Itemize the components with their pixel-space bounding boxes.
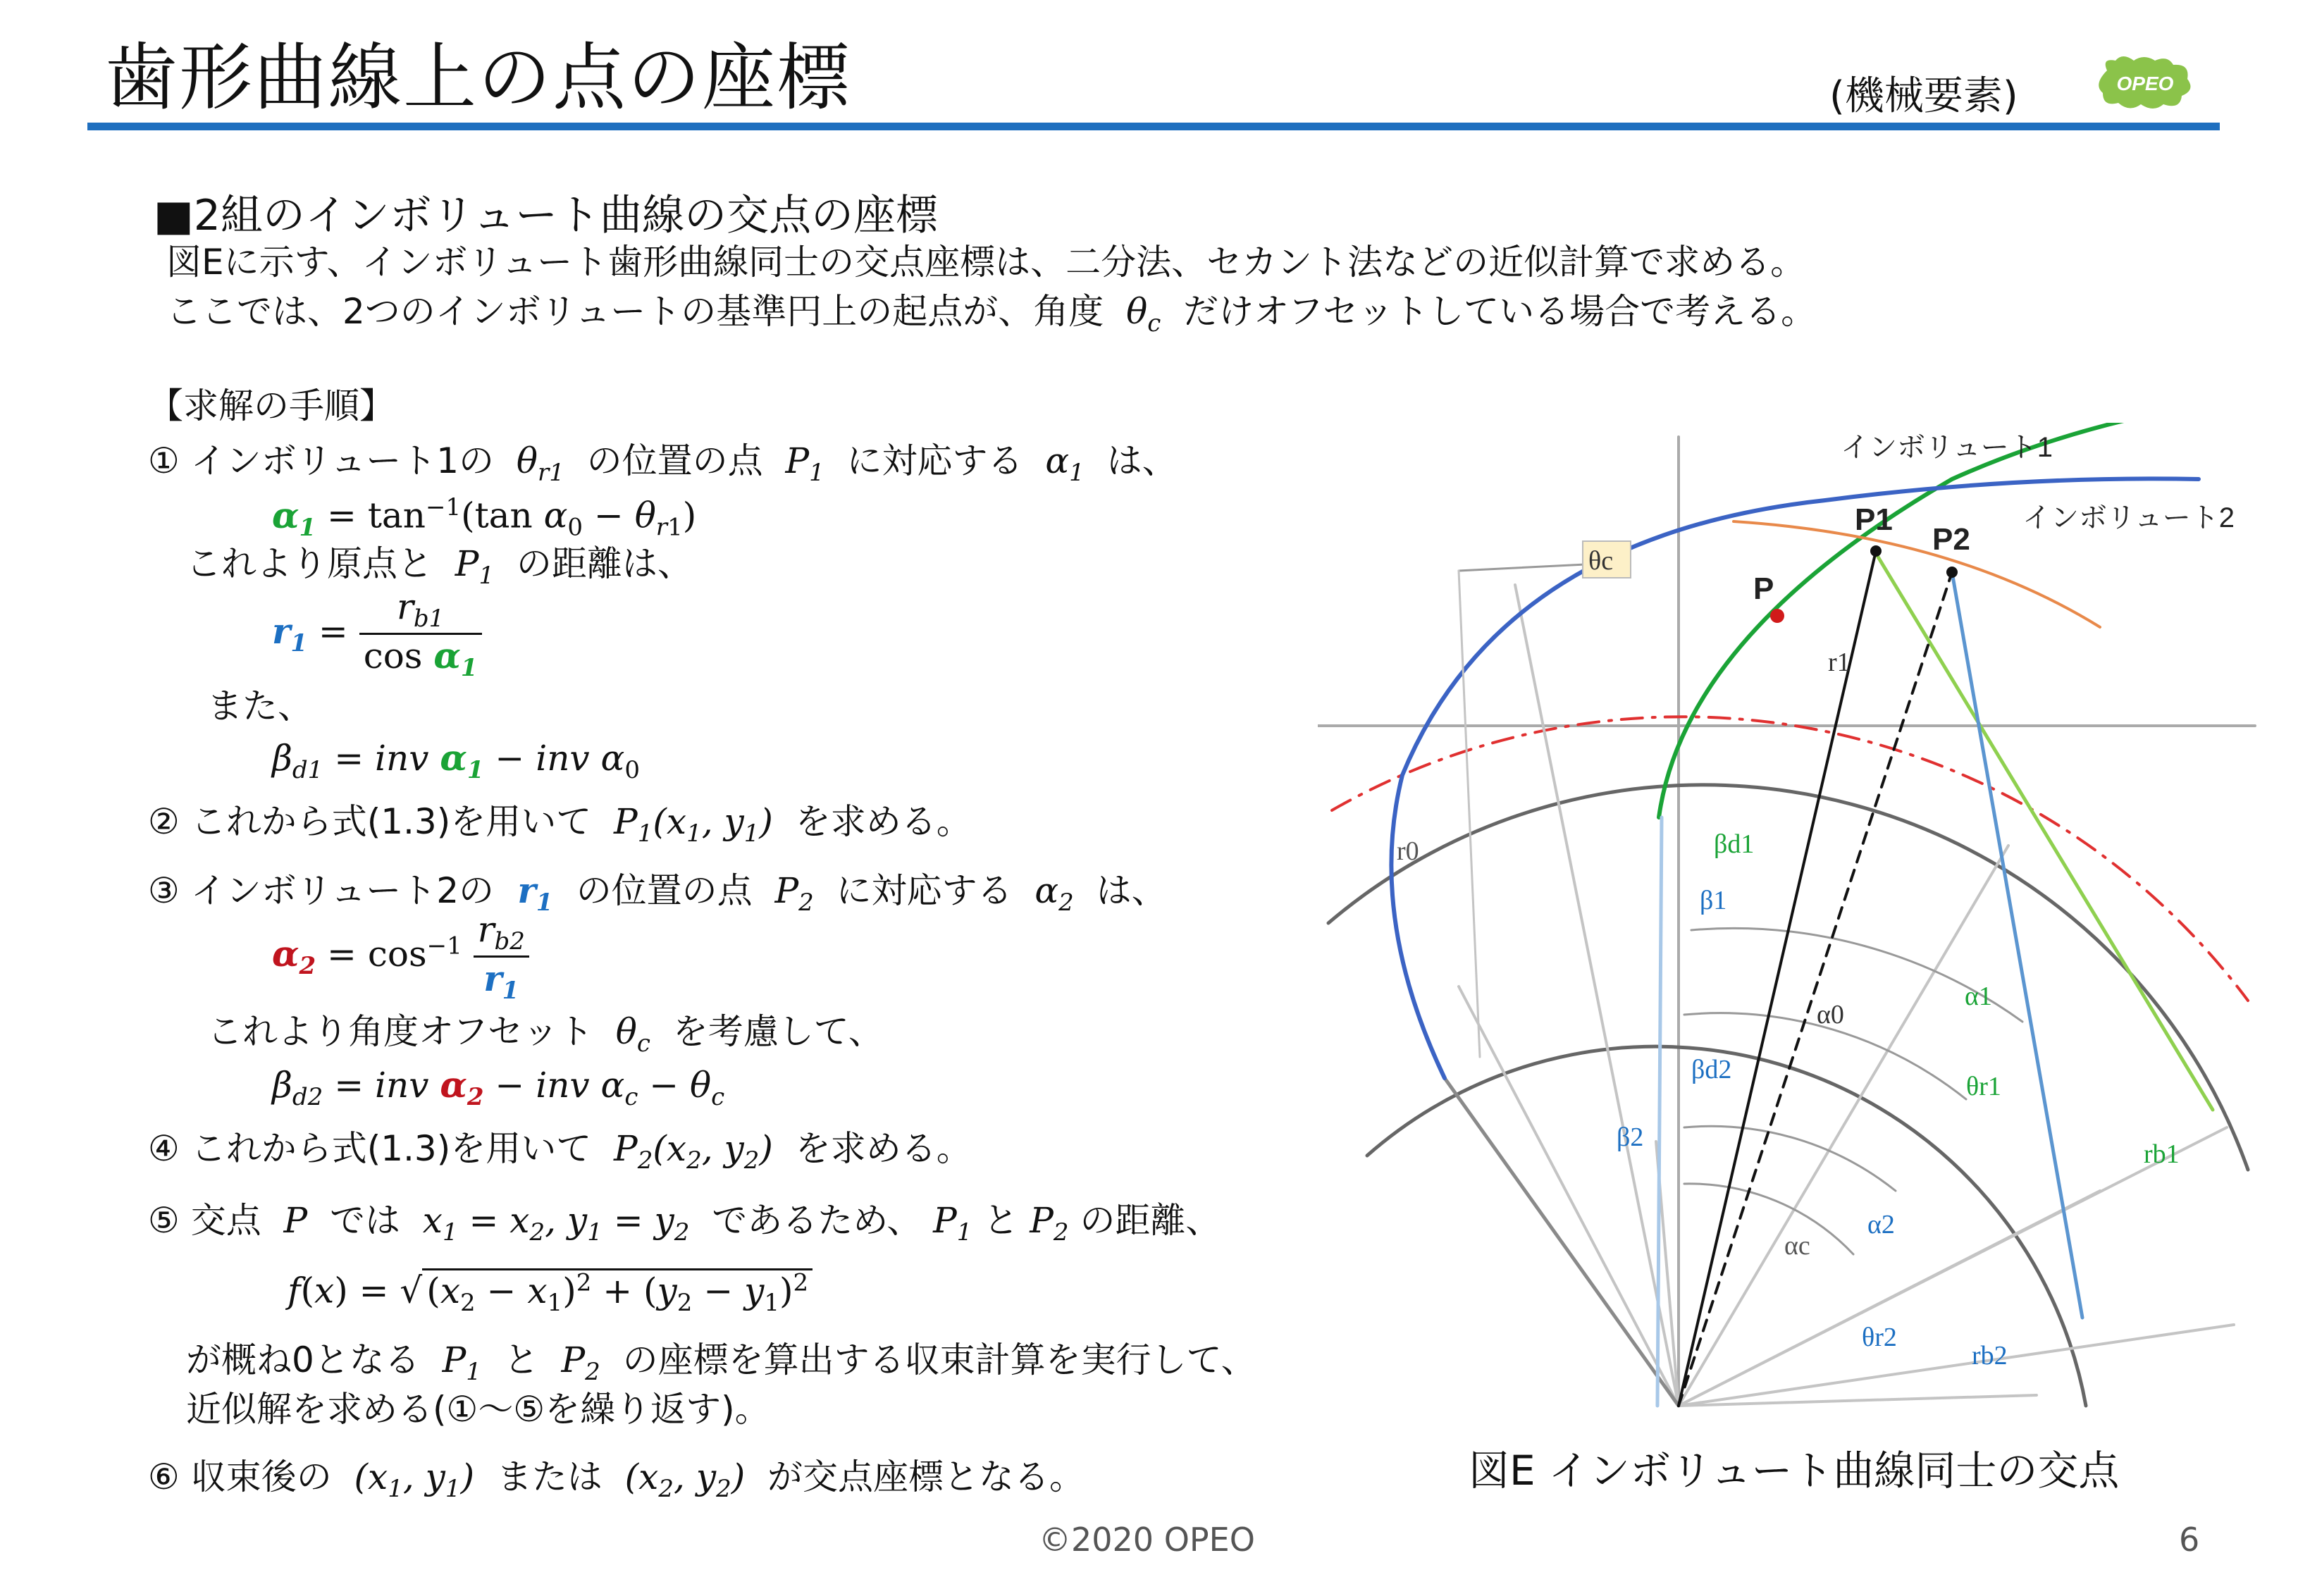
step-3-text-a: ③ インボリュート2の bbox=[148, 870, 495, 911]
step-5-text-a: ⑤ 交点 bbox=[148, 1200, 261, 1241]
step-5 bbox=[148, 1199, 1221, 1247]
step-5-l1-text-a: が概ね0となる bbox=[186, 1340, 420, 1380]
step-1-then-text-2: の距離は、 bbox=[516, 543, 693, 584]
figure-caption: 図E インボリュート曲線同士の交点 bbox=[1469, 1447, 2120, 1495]
step-1 bbox=[148, 440, 1178, 488]
label-r0: r0 bbox=[1397, 836, 1419, 866]
equal-condition: $x_1 = x_2$, $y_1 = y_2$ bbox=[411, 1200, 690, 1247]
step-3-then-text: これより角度オフセット bbox=[207, 1011, 593, 1052]
theta-c-symbol: $\theta_c$ bbox=[1115, 291, 1161, 338]
label-theta-r2: θr2 bbox=[1862, 1323, 1897, 1352]
xy1-symbol: ($x_1$, $y_1$) bbox=[342, 1456, 486, 1503]
page-number: 6 bbox=[2179, 1521, 2200, 1559]
involute-1-curve bbox=[1659, 423, 2269, 817]
label-alpha2: α2 bbox=[1867, 1210, 1895, 1239]
label-P2: P2 bbox=[1932, 522, 1970, 557]
opeo-logo bbox=[2094, 54, 2196, 113]
orange-curve bbox=[1734, 521, 2100, 627]
step-4 bbox=[148, 1127, 972, 1175]
eq-distance: f(x) = √ $(x_2 - x_1)^2 + (y_2 - y_1)^2$ bbox=[288, 1268, 813, 1317]
procedure-heading: 【求解の手順】 bbox=[148, 385, 395, 426]
label-involute1: インボリュート1 bbox=[1841, 432, 2053, 463]
step-5-l1-text-b: と bbox=[503, 1340, 539, 1380]
step-2 bbox=[148, 800, 972, 848]
label-beta2: β2 bbox=[1617, 1122, 1644, 1152]
intro-line-2b: だけオフセットしている場合で考える。 bbox=[1183, 291, 1817, 332]
label-rb1: rb1 bbox=[2144, 1139, 2180, 1169]
copyright: ©2020 OPEO bbox=[1039, 1521, 1255, 1559]
p1-symbol: $P_1$ bbox=[774, 440, 824, 487]
label-involute2: インボリュート2 bbox=[2022, 502, 2235, 533]
step-6-text-b: または bbox=[496, 1456, 603, 1497]
step-3-then-text-2: を考慮して、 bbox=[672, 1011, 884, 1052]
base-circle-outer bbox=[1328, 785, 2248, 1170]
intro-line-2a: ここでは、2つのインボリュートの基準円上の起点が、角度 bbox=[166, 291, 1104, 332]
p1-symbol-2: $P_1$ bbox=[443, 543, 495, 590]
p1-symbol-3: $P_1$ bbox=[933, 1200, 972, 1247]
tangent-blue bbox=[1952, 572, 2082, 1318]
step-5-line-1 bbox=[186, 1339, 1256, 1387]
step-3-then bbox=[207, 1010, 884, 1058]
eq-r1: $r_1$ = $\frac{r_{b1}}{\cos \alpha_1}$ bbox=[272, 586, 482, 682]
step-1-text-a: ① インボリュート1の bbox=[148, 440, 495, 481]
step-4-text-b: を求める。 bbox=[795, 1128, 972, 1169]
step-1-also: また、 bbox=[207, 686, 313, 726]
step-6-text-a: ⑥ 収束後の bbox=[148, 1456, 332, 1497]
step-1-then-text: これより原点と bbox=[186, 543, 433, 584]
step-6 bbox=[148, 1456, 1085, 1504]
label-beta1: β1 bbox=[1700, 886, 1727, 915]
label-beta-d1: βd1 bbox=[1714, 829, 1755, 859]
label-alpha0: α0 bbox=[1817, 1000, 1844, 1029]
p2-symbol-2: $P_2$ bbox=[1030, 1200, 1069, 1247]
r1-symbol: $r_1$ bbox=[505, 870, 553, 917]
p1-xy-symbol: $P_1(x_1$, $y_1$) bbox=[603, 801, 784, 848]
step-1-text-b: の位置の点 bbox=[586, 440, 763, 481]
label-P1: P1 bbox=[1855, 502, 1893, 537]
p2-xy-symbol: $P_2(x_2$, $y_2$) bbox=[603, 1128, 784, 1175]
page-title: 歯形曲線上の点の座標 bbox=[104, 35, 852, 120]
step-5-text-e: の距離、 bbox=[1080, 1200, 1221, 1241]
step-5-text-b: では bbox=[329, 1200, 400, 1241]
intro-line-1: 図Eに示す、インボリュート歯形曲線同士の交点座標は、二分法、セカント法などの近似計算で求める。 bbox=[166, 242, 1806, 283]
xy2-symbol: ($x_2$, $y_2$) bbox=[613, 1456, 757, 1503]
step-5-text-c: であるため、 bbox=[712, 1200, 922, 1241]
step-5-line-2: 近似解を求める(①～⑤を繰り返す)。 bbox=[186, 1389, 770, 1430]
r2-dashed-line bbox=[1679, 572, 1952, 1406]
label-beta-d2: βd2 bbox=[1691, 1055, 1732, 1084]
step-3-text-b: の位置の点 bbox=[576, 870, 753, 911]
step-3-text-d: は、 bbox=[1096, 870, 1167, 911]
alpha2-symbol: $\alpha_2$ bbox=[1023, 870, 1074, 917]
category-label: (機械要素) bbox=[1829, 73, 2018, 119]
theta-c-symbol-2: $\theta_c$ bbox=[604, 1011, 650, 1058]
p2-symbol-3: $P_2$ bbox=[550, 1340, 600, 1386]
point-p2 bbox=[1946, 567, 1958, 578]
theta-r1-symbol: $\theta_{r1}$ bbox=[505, 440, 564, 487]
logo-text: OPEO bbox=[2116, 73, 2174, 94]
eq-beta-d1: $\beta_{d1}$ = inv $\alpha_1$ − inv $\alpha_0$ bbox=[272, 737, 640, 784]
step-6-text-c: が交点座標となる。 bbox=[767, 1456, 1085, 1497]
label-theta-r1: θr1 bbox=[1966, 1072, 2001, 1101]
label-alpha-c: αc bbox=[1784, 1231, 1810, 1261]
label-alpha1: α1 bbox=[1965, 982, 1992, 1011]
reference-circle bbox=[1332, 717, 2248, 1001]
point-p bbox=[1770, 609, 1784, 623]
label-P: P bbox=[1753, 571, 1774, 606]
eq-beta-d2: $\beta_{d2}$ = inv $\alpha_2$ − inv $\alpha_c - \theta_c$ bbox=[272, 1064, 725, 1111]
alpha1-symbol: $\alpha_1$ bbox=[1034, 440, 1085, 487]
step-1-text-c: に対応する bbox=[846, 440, 1023, 481]
eq-alpha2: $\alpha_2 = \cos^{-1}$ $\frac{r_{b2}}{r_1}$ bbox=[272, 909, 529, 1005]
p2-symbol: $P_2$ bbox=[763, 870, 814, 917]
label-rb2: rb2 bbox=[1972, 1341, 2008, 1371]
step-1-then bbox=[186, 543, 693, 590]
step-3-text-c: に対応する bbox=[836, 870, 1013, 911]
r1-line bbox=[1679, 551, 1876, 1406]
header-rule bbox=[87, 123, 2220, 130]
step-4-text-a: ④ これから式(1.3)を用いて bbox=[148, 1128, 592, 1169]
label-theta-c: θc bbox=[1588, 546, 1614, 576]
label-r1: r1 bbox=[1828, 648, 1851, 677]
intro-line-2 bbox=[166, 290, 1816, 338]
p1-symbol-4: $P_1$ bbox=[431, 1340, 481, 1386]
step-1-text-d: は、 bbox=[1106, 440, 1178, 481]
step-2-text-b: を求める。 bbox=[795, 801, 972, 842]
eq-alpha1: $\alpha_1 = \tan^{-1}(\tan$ $\alpha_0 - \theta_{r1}$) bbox=[272, 493, 697, 542]
step-2-text-a: ② これから式(1.3)を用いて bbox=[148, 801, 592, 842]
step-5-text-d: と bbox=[983, 1200, 1019, 1241]
involute-intersection-figure bbox=[1318, 423, 2269, 1423]
p-symbol: P bbox=[272, 1200, 319, 1241]
step-5-l1-text-c: の座標を算出する収束計算を実行して、 bbox=[622, 1340, 1256, 1380]
section-heading: ■2組のインボリュート曲線の交点の座標 bbox=[154, 191, 939, 240]
point-p1 bbox=[1870, 545, 1882, 557]
